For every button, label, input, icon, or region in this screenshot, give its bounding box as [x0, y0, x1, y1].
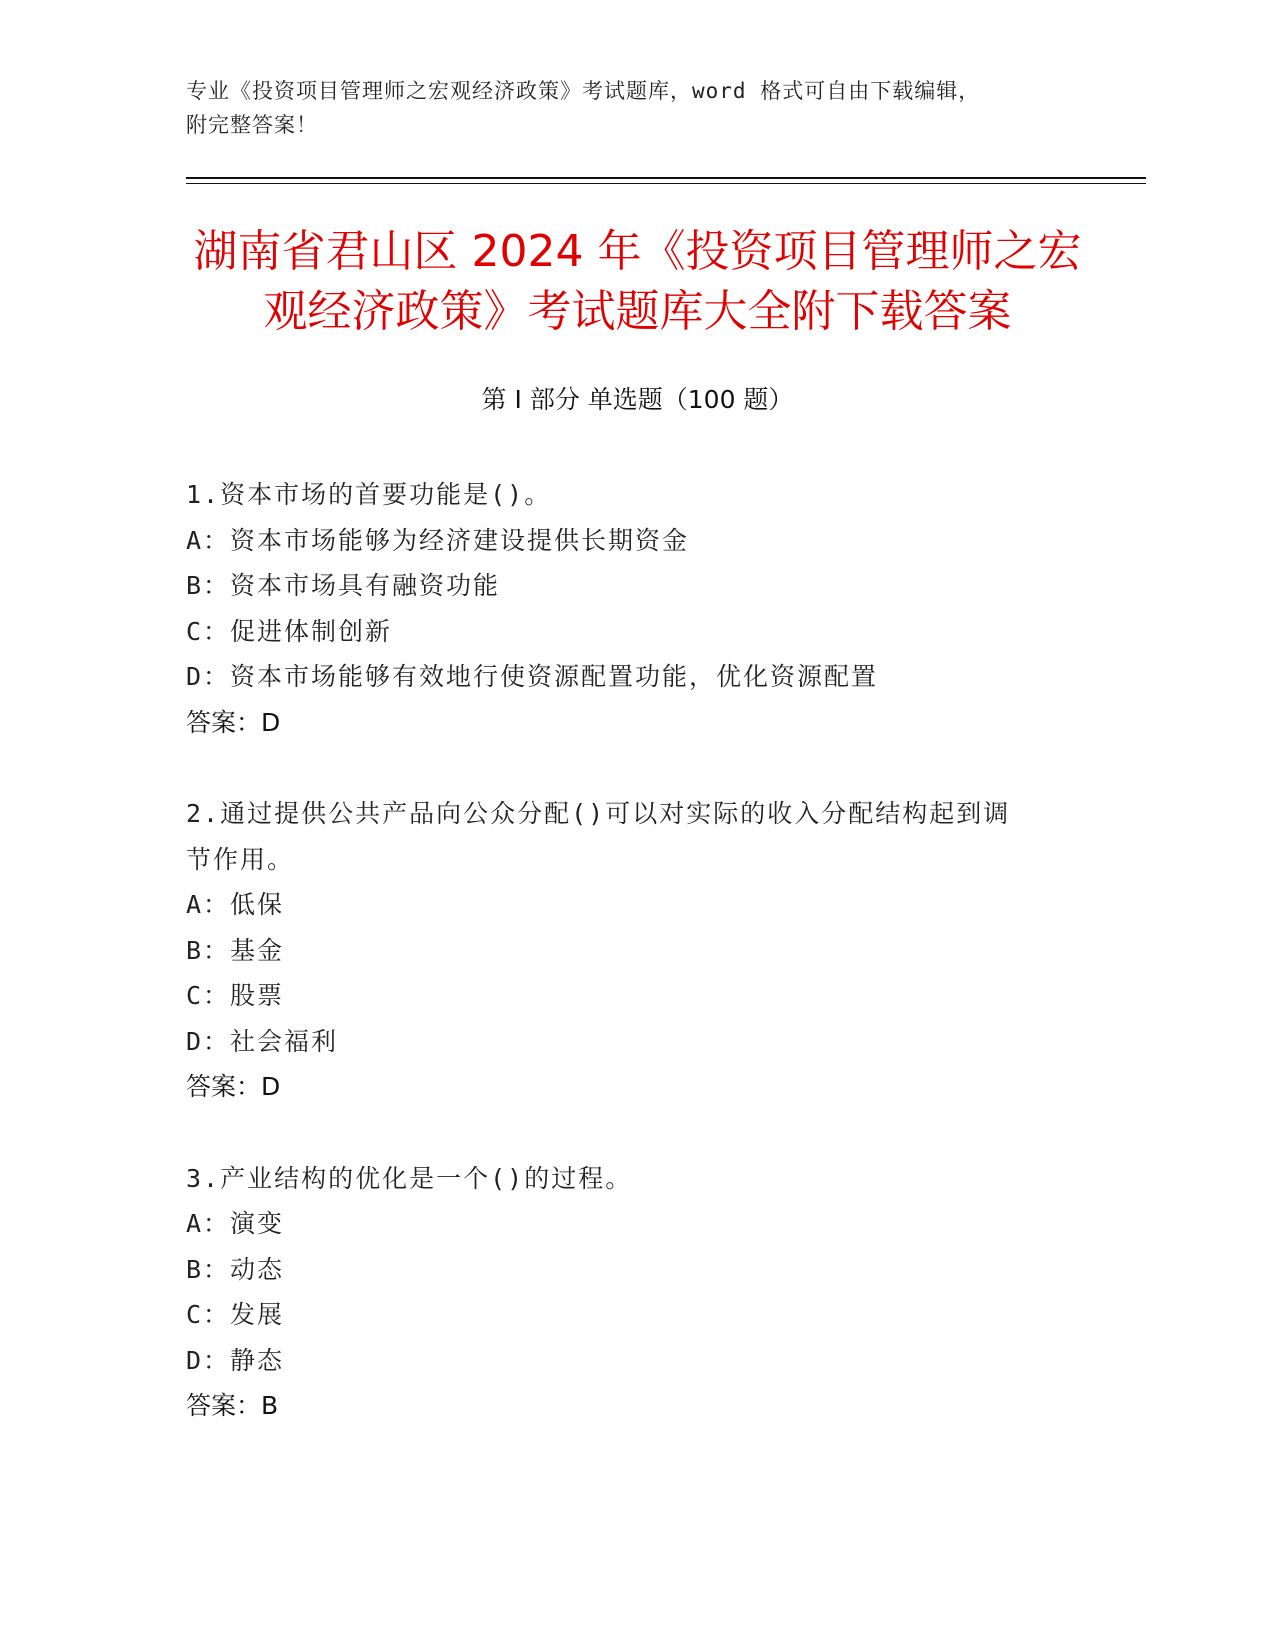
- header-divider-thick: [186, 177, 1146, 179]
- answer: 答案：B: [186, 1391, 279, 1420]
- answer: 答案：D: [186, 707, 281, 737]
- document-title-line-2: 观经济政策》考试题库大全附下载答案: [263, 286, 1012, 337]
- header-divider-thin: [186, 183, 1146, 184]
- header-note: [186, 74, 1086, 142]
- document-title: [120, 222, 1155, 342]
- answer: 答案：D: [186, 1072, 281, 1101]
- option-a: A：低保: [186, 890, 285, 919]
- option-b: B：基金: [186, 935, 285, 965]
- document-title-line-1: 湖南省君山区 2024 年《投资项目管理师之宏: [193, 226, 1082, 277]
- question-stem-continued: 节作用。: [186, 844, 295, 874]
- option-d: D：社会福利: [186, 1026, 339, 1056]
- question-stem: 1.资本市场的首要功能是()。: [186, 480, 552, 509]
- option-a: A：资本市场能够为经济建设提供长期资金: [186, 525, 690, 555]
- header-note-line-1: 专业《投资项目管理师之宏观经济政策》考试题库，word 格式可自由下载编辑，: [186, 79, 981, 103]
- option-b: B：动态: [186, 1254, 285, 1284]
- question-2: [186, 791, 1086, 1110]
- header-note-line-2: 附完整答案！: [186, 113, 318, 137]
- option-d: D：静态: [186, 1345, 285, 1375]
- question-stem: 3.产业结构的优化是一个()的过程。: [186, 1163, 633, 1193]
- option-b: B：资本市场具有融资功能: [186, 571, 501, 600]
- option-d: D：资本市场能够有效地行使资源配置功能，优化资源配置: [186, 662, 879, 691]
- option-a: A：演变: [186, 1209, 285, 1238]
- option-c: C：股票: [186, 981, 285, 1010]
- option-c: C：促进体制创新: [186, 616, 393, 646]
- option-c: C：发展: [186, 1300, 285, 1329]
- section-heading: 第 I 部分 单选题（100 题）: [481, 385, 794, 414]
- question-stem: 2.通过提供公共产品向公众分配()可以对实际的收入分配结构起到调: [186, 799, 1011, 828]
- question-3: [186, 1156, 1086, 1429]
- question-list: [186, 472, 1086, 1475]
- question-1: [186, 472, 1086, 745]
